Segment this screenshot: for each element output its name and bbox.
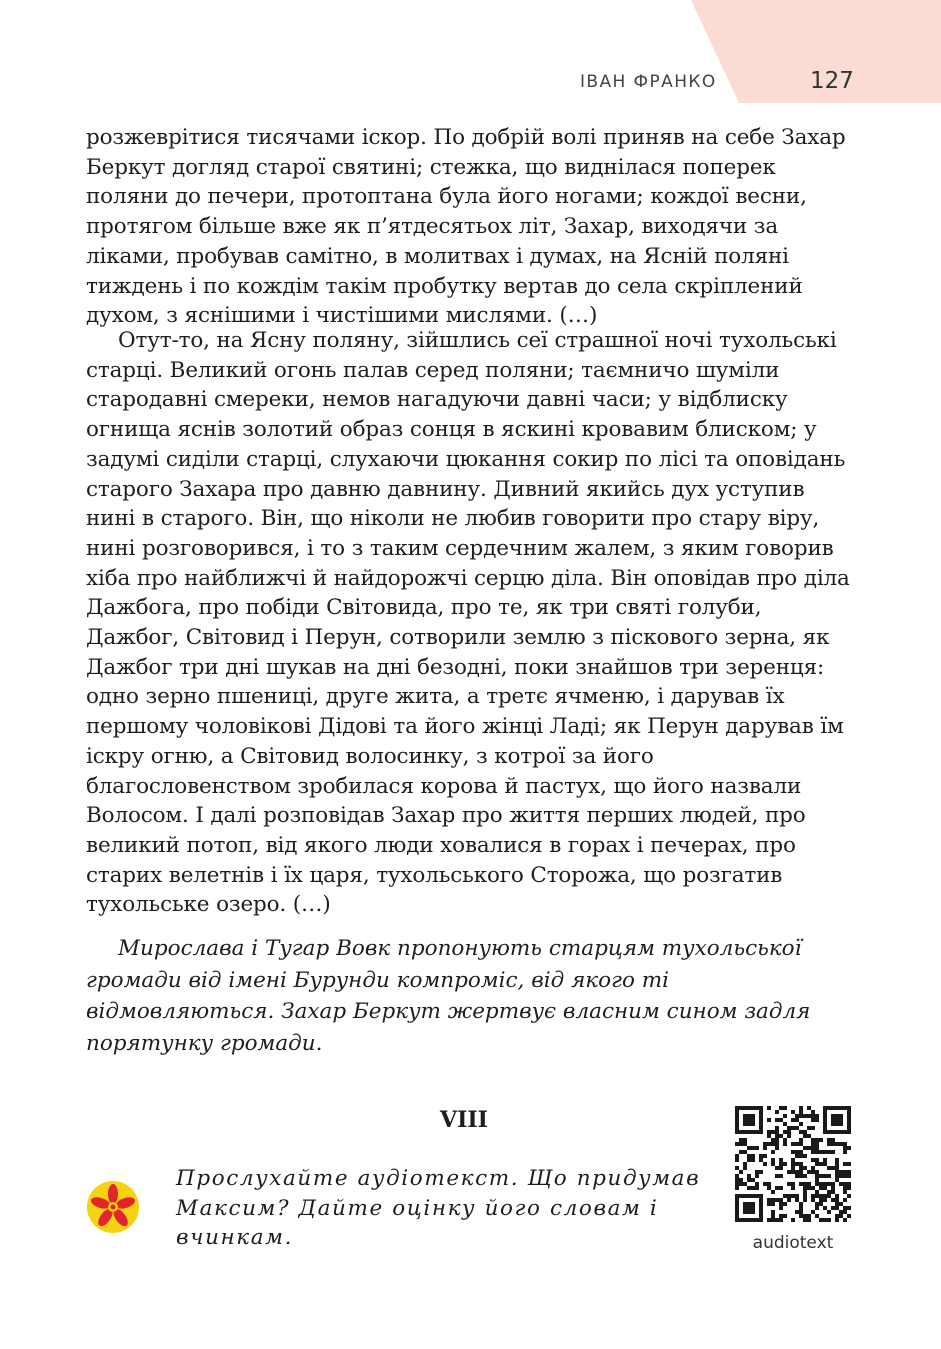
page-number: 127 (810, 68, 854, 94)
qr-code-icon[interactable] (735, 1106, 851, 1222)
chapter-heading: VIII (440, 1107, 488, 1133)
qr-caption: audiotext (752, 1233, 834, 1253)
listening-task: Прослухайте аудіотекст. Що придумав Максим? Дайте оцінку його словам і вчинкам. (176, 1166, 701, 1251)
body-paragraph-1: розжеврітися тисячами іскор. По добрій волі приняв на себе Захар Беркут догляд старої святині; стежка, що виднілася поперек поляни до печери, протоптана була його ногами; кождої весни, протягом більше вже як п’ятдесятьох літ, Захар, виходячи за ліками, пробував самітно, в молитвах і думах, на Ясній поляні тиждень і по кождім такім пробутку вертав до села скріплений духом, з яснішими і чистішими мислями. (…) (86, 125, 846, 329)
running-head-author: ІВАН ФРАНКО (580, 72, 717, 92)
body-paragraph-2: Отут-то, на Ясну поляну, зійшлись сеї страшної ночі тухольські старці. Великий огонь палав серед поляни; таємничо шуміли стародавні смереки, немов нагадуючи давні часи; у відблиску огнища яснів золотий образ сонця в яскині кровавим блиском; у задумі сиділи старці, слухаючи цюкання сокир по лісі та оповідань старого Захара про давню давнину. Дивний якийсь дух уступив нині в старого. Він, що ніколи не любив говорити про стару віру, нині розговорився, і то з таким сердечним жалем, з яким говорив хіба про найближчі й найдорожчі серцю діла. Він оповідав про діла Дажбога, про побіди Світовида, про те, як три святі голуби, Дажбог, Світовид і Перун, сотворили землю з піскового зерна, як Дажбог три дні шукав на дні безодні, поки знайшов три зеренця: одно зерно пшениці, друге жита, а третє ячменю, і дарував їх першому чоловікові Дідові та його жінці Ладі; як Перун дарував їм іскру огню, а Світовид волосинку, з котрої за його благословенством зробилася корова й пастух, що його назвали Волосом. І далі розповідав Захар про життя перших людей, про великий потоп, від якого люди ховалися в горах і печерах, про старих велетнів і їх царя, тухольського Сторожа, що розгатив тухольське озеро. (…) (86, 328, 850, 918)
chapter-summary: Мирослава і Тугар Вовк пропонують старцям тухольської громади від імені Бурунди компроміс, від якого ті відмовляються. Захар Беркут жертвує власним сином задля порятунку громади. (86, 936, 811, 1056)
flower-audio-icon[interactable] (86, 1180, 140, 1234)
